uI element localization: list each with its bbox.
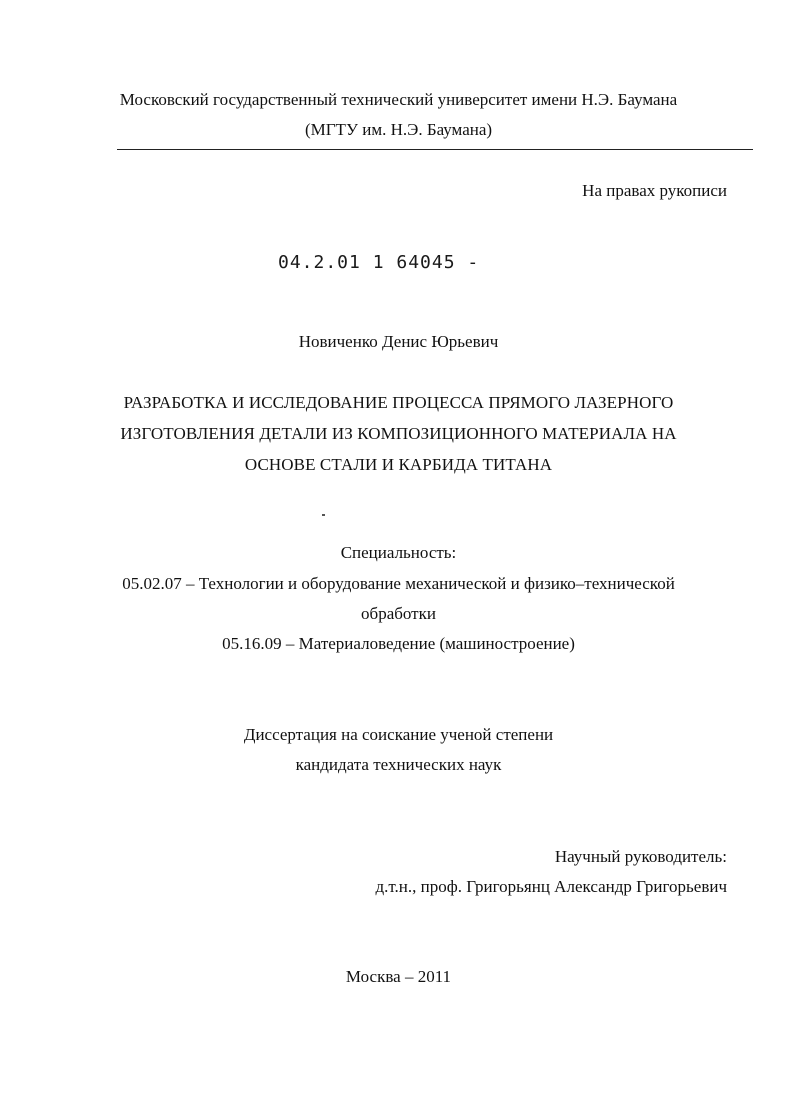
specialty-line-1-continuation: обработки [361,604,436,623]
specialty-line-2: 05.16.09 – Материаловедение (машиностроение) [222,634,575,653]
specialty-line-1: 05.02.07 – Технологии и оборудование механической и физико–технической [122,574,675,593]
degree-line-2: кандидата технических наук [295,755,502,774]
university-name: Московский государственный технический университет имени Н.Э. Баумана [119,90,678,109]
specialty-label: Специальность: [340,543,457,562]
university-short-name: (МГТУ им. Н.Э. Баумана) [304,120,493,139]
supervisor-label: Научный руководитель: [554,847,727,866]
title-line-3: ОСНОВЕ СТАЛИ И КАРБИДА ТИТАНА [244,455,553,474]
header-divider [117,149,753,150]
registration-stamp: 04.2.01 1 64045 - [278,252,480,273]
place-and-year: Москва – 2011 [345,967,452,986]
supervisor-name: д.т.н., проф. Григорьянц Александр Григорьевич [375,877,727,896]
manuscript-rights: На правах рукописи [582,181,727,200]
scan-speck [322,514,325,516]
author-name: Новиченко Денис Юрьевич [298,332,499,351]
title-line-2: ИЗГОТОВЛЕНИЯ ДЕТАЛИ ИЗ КОМПОЗИЦИОННОГО МАТЕРИАЛА НА [120,424,677,443]
title-line-1: РАЗРАБОТКА И ИССЛЕДОВАНИЕ ПРОЦЕССА ПРЯМОГО ЛАЗЕРНОГО [123,393,674,412]
degree-line-1: Диссертация на соискание ученой степени [243,725,554,744]
